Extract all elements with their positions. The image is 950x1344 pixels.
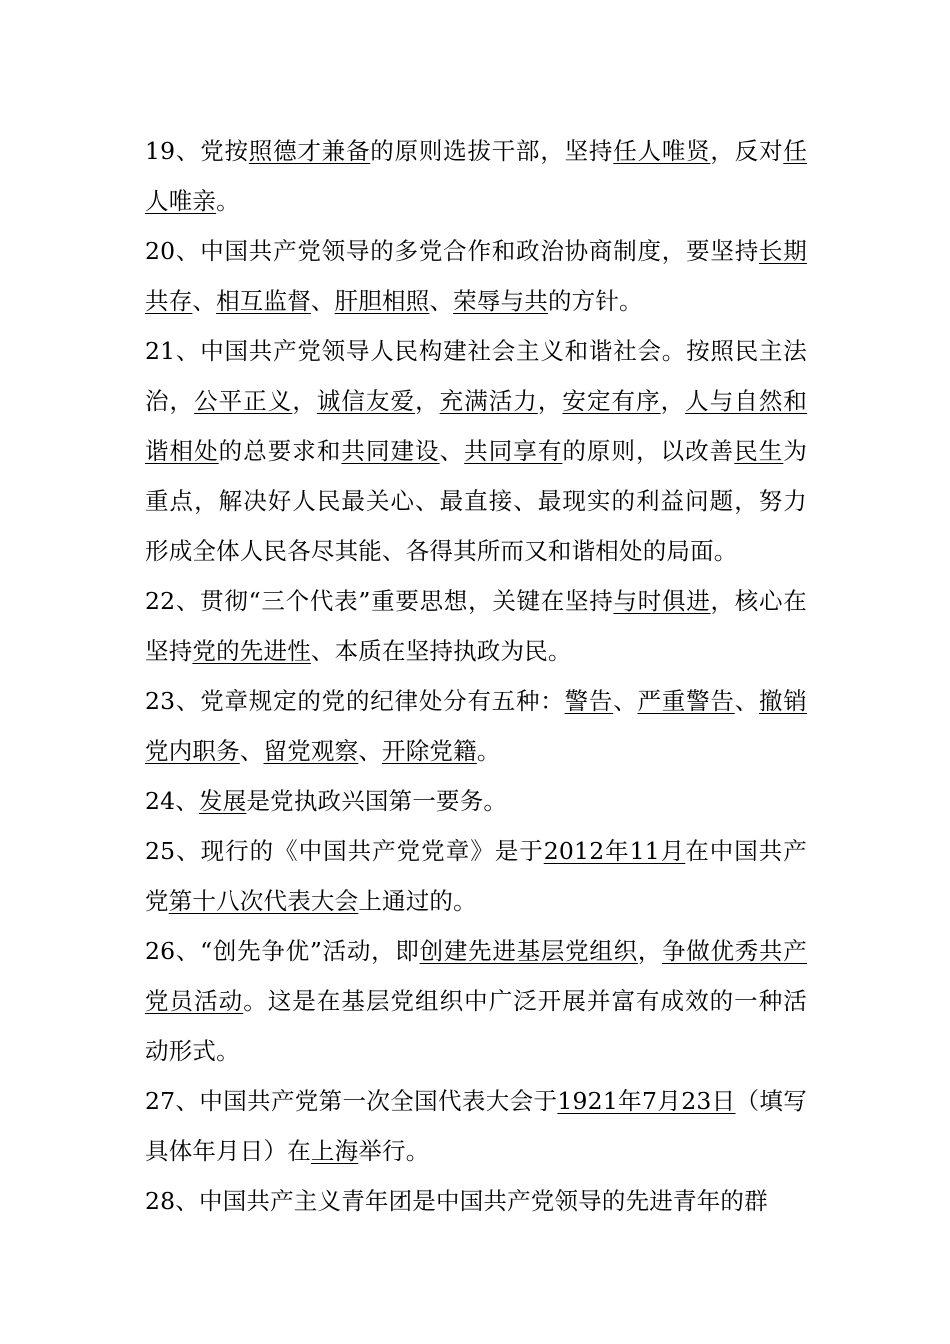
question-text: 的方针。 (547, 287, 643, 315)
answer-underlined-text: 公平正义 (194, 387, 293, 415)
question-paragraph-q27 (145, 1076, 807, 1176)
answer-underlined-text: 留党观察 (263, 737, 359, 765)
question-text: 24、 (145, 787, 200, 815)
question-text: 举行。 (358, 1137, 430, 1165)
question-text: 上通过的。 (358, 887, 477, 915)
question-text: 、 (358, 737, 383, 765)
question-text: 。 (216, 187, 240, 215)
question-text: 23、党章规定的党的纪律处分有五种： (145, 687, 565, 715)
answer-underlined-text: 开除党籍 (382, 737, 477, 765)
question-text: 的原则选拔干部，坚持 (370, 137, 614, 165)
answer-underlined-text: 充满活力 (439, 387, 538, 415)
question-text: 。这是在基层党组织中广泛开展并富有成效的一种活动形式。 (145, 987, 807, 1065)
question-text: 。 (476, 737, 501, 765)
question-text: 、 (734, 687, 759, 715)
answer-underlined-text: 共同享有 (464, 437, 563, 465)
answer-underlined-text: 与时俱进 (613, 587, 711, 615)
question-paragraph-q24 (145, 776, 807, 826)
question-text: 为重点，解决好人民最关心、最直接、最现实的利益问题，努力形成全体人民各尽其能、各得其所而又和谐相处的局面。 (145, 437, 808, 565)
answer-underlined-text: 肝胆相照 (334, 287, 430, 315)
answer-underlined-text: 上海 (310, 1137, 359, 1165)
question-text: 、本质在坚持执政为民。 (310, 637, 572, 665)
question-text: 22、贯彻“三个代表”重要思想，关键在坚持 (145, 587, 614, 615)
answer-underlined-text: 党的先进性 (192, 637, 311, 665)
answer-underlined-text: 相互监督 (216, 287, 311, 315)
answer-underlined-text: 警告 (564, 687, 614, 715)
question-text: ， (292, 387, 317, 415)
question-text: 是党执政兴国第一要务。 (246, 787, 508, 815)
question-text: 27、中国共产党第一次全国代表大会于 (145, 1087, 558, 1115)
answer-underlined-text: 诚信友爱 (316, 387, 416, 415)
answer-underlined-text: 2012年11月 (543, 837, 686, 865)
question-paragraph-q26 (145, 926, 807, 1076)
question-text: 在中国共产党 (145, 837, 808, 915)
question-paragraph-q25 (145, 826, 807, 926)
question-paragraph-q21 (145, 326, 807, 576)
question-text: 26、“创先争优”活动，即 (145, 937, 420, 965)
answer-underlined-text: 共同建设 (341, 437, 440, 465)
question-text: 20、中国共产党领导的多党合作和政治协商制度，要坚持 (145, 237, 759, 265)
question-text: 、 (310, 287, 335, 315)
answer-underlined-text: 照德才兼备 (248, 137, 371, 165)
question-text: 19、党按 (145, 137, 249, 165)
question-text: 的总要求和 (218, 437, 342, 465)
answer-underlined-text: 创建先进基层党组织 (419, 937, 638, 965)
question-text: 、 (192, 287, 217, 315)
question-paragraph-q23 (145, 676, 807, 776)
answer-underlined-text: 任人唯亲 (145, 137, 808, 215)
answer-underlined-text: 撤销党内职务 (145, 687, 807, 765)
question-paragraph-q28 (145, 1176, 807, 1226)
question-text: ， (537, 387, 563, 415)
question-text: ， (660, 387, 686, 415)
question-text: 、 (613, 687, 638, 715)
answer-underlined-text: 第十八次代表大会 (168, 887, 359, 915)
answer-underlined-text: 任人唯贤 (613, 137, 711, 165)
answer-underlined-text: 荣辱与共 (453, 287, 548, 315)
question-text: ，反对 (710, 137, 784, 165)
question-text: 、 (239, 737, 264, 765)
question-text: ，核心在坚持 (145, 587, 807, 665)
document-body (145, 126, 807, 1226)
question-text: 25、现行的《中国共产党党章》是于 (145, 837, 544, 865)
question-paragraph-q22 (145, 576, 807, 676)
answer-underlined-text: 安定有序 (562, 387, 661, 415)
answer-underlined-text: 发展 (199, 787, 247, 815)
question-text: 、 (429, 287, 454, 315)
answer-underlined-text: 民生 (734, 437, 784, 465)
question-text: 的原则，以改善 (562, 437, 735, 465)
answer-underlined-text: 严重警告 (637, 687, 735, 715)
answer-underlined-text: 1921年7月23日 (557, 1087, 736, 1115)
question-text: 、 (439, 437, 465, 465)
answer-underlined-text: 争做优秀共产党员活动 (145, 937, 807, 1015)
answer-underlined-text: 人与自然和谐相处 (145, 387, 808, 465)
question-paragraph-q20 (145, 226, 807, 326)
question-text: 28、中国共产主义青年团是中国共产党领导的先进青年的群 (145, 1187, 768, 1215)
question-text: ， (637, 937, 663, 965)
question-text: 21、中国共产党领导人民构建社会主义和谐社会。按照民主法治， (145, 337, 807, 415)
question-text: ， (415, 387, 440, 415)
question-paragraph-q19 (145, 126, 807, 226)
answer-underlined-text: 长期共存 (145, 237, 807, 315)
question-text: （填写具体年月日）在 (145, 1087, 807, 1165)
